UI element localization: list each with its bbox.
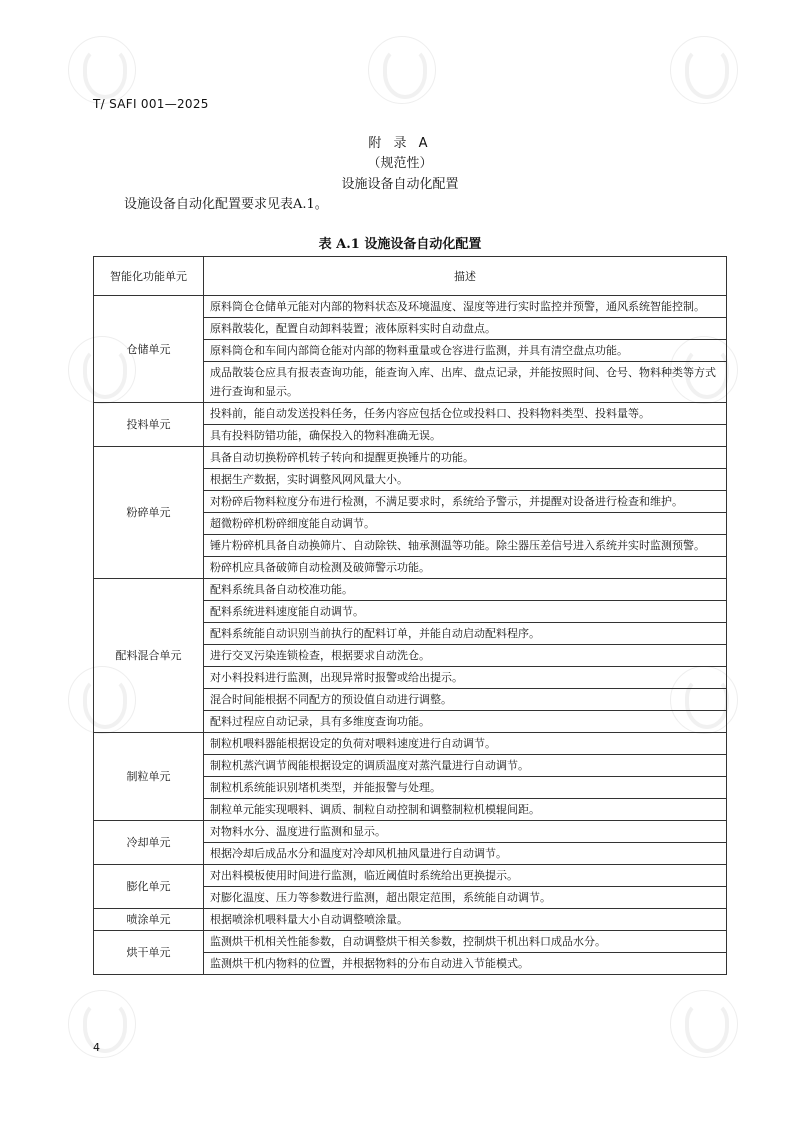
document-code: T/ SAFI 001—2025: [93, 97, 209, 111]
column-header-unit: 智能化功能单元: [94, 257, 204, 296]
watermark-logo: [368, 36, 436, 104]
table-row: [94, 909, 727, 931]
table-header-row: [94, 257, 727, 296]
page-number: 4: [93, 1041, 100, 1054]
description-cell: 原料筒仓仓储单元能对内部的物料状态及环境温度、湿度等进行实时监控并预警，通风系统智能控制。: [204, 296, 727, 318]
watermark-logo: [68, 36, 136, 104]
description-cell: 粉碎机应具备破筛自动检测及破筛警示功能。: [204, 557, 727, 579]
description-cell: 根据喷涂机喂料量大小自动调整喷涂量。: [204, 909, 727, 931]
table-row: [94, 447, 727, 469]
table-row: [94, 579, 727, 601]
table-row: [94, 931, 727, 953]
description-cell: 配料系统具备自动校准功能。: [204, 579, 727, 601]
function-unit-cell: 仓储单元: [94, 296, 204, 403]
table-row: [94, 733, 727, 755]
function-unit-cell: 配料混合单元: [94, 579, 204, 733]
function-unit-cell: 投料单元: [94, 403, 204, 447]
table-row: [94, 865, 727, 887]
appendix-type: （规范性）: [367, 156, 433, 171]
description-cell: 原料筒仓和车间内部筒仓能对内部的物料重量或仓容进行监测，并具有清空盘点功能。: [204, 340, 727, 362]
description-cell: 根据生产数据，实时调整风网风量大小。: [204, 469, 727, 491]
description-cell: 制粒机蒸汽调节阀能根据设定的调质温度对蒸汽量进行自动调节。: [204, 755, 727, 777]
description-cell: 投料前，能自动发送投料任务，任务内容应包括仓位或投料口、投料物料类型、投料量等。: [204, 403, 727, 425]
table-row: [94, 821, 727, 843]
description-cell: 制粒机系统能识别堵机类型，并能报警与处理。: [204, 777, 727, 799]
column-header-description: 描述: [204, 257, 727, 296]
description-cell: 制粒机喂料器能根据设定的负荷对喂料速度进行自动调节。: [204, 733, 727, 755]
description-cell: 配料系统进料速度能自动调节。: [204, 601, 727, 623]
table-row: [94, 403, 727, 425]
watermark-logo: [670, 36, 738, 104]
description-cell: 制粒单元能实现喂料、调质、制粒自动控制和调整制粒机模辊间距。: [204, 799, 727, 821]
description-cell: 对物料水分、温度进行监测和显示。: [204, 821, 727, 843]
description-cell: 混合时间能根据不同配方的预设值自动进行调整。: [204, 689, 727, 711]
description-cell: 对粉碎后物料粒度分布进行检测，不满足要求时，系统给予警示，并提醒对设备进行检查和维护。: [204, 491, 727, 513]
appendix-title: 附 录 A: [368, 136, 432, 151]
description-cell: 根据冷却后成品水分和温度对冷却风机抽风量进行自动调节。: [204, 843, 727, 865]
intro-paragraph: 设施设备自动化配置要求见表A.1。: [124, 197, 328, 212]
description-cell: 具备自动切换粉碎机转子转向和提醒更换锤片的功能。: [204, 447, 727, 469]
description-cell: 配料系统能自动识别当前执行的配料订单，并能自动启动配料程序。: [204, 623, 727, 645]
table-row: [94, 296, 727, 318]
description-cell: 进行交叉污染连锁检查，根据要求自动洗仓。: [204, 645, 727, 667]
description-cell: 对小料投料进行监测，出现异常时报警或给出提示。: [204, 667, 727, 689]
description-cell: 监测烘干机内物料的位置，并根据物料的分布自动进入节能模式。: [204, 953, 727, 975]
function-unit-cell: 制粒单元: [94, 733, 204, 821]
function-unit-cell: 膨化单元: [94, 865, 204, 909]
description-cell: 具有投料防错功能，确保投入的物料准确无误。: [204, 425, 727, 447]
description-cell: 监测烘干机相关性能参数，自动调整烘干相关参数，控制烘干机出料口成品水分。: [204, 931, 727, 953]
description-cell: 配料过程应自动记录，具有多维度查询功能。: [204, 711, 727, 733]
function-unit-cell: 喷涂单元: [94, 909, 204, 931]
table-caption: 表 A.1 设施设备自动化配置: [318, 237, 482, 252]
description-cell: 锤片粉碎机具备自动换筛片、自动除铁、轴承测温等功能。除尘器压差信号进入系统并实时监测预警。: [204, 535, 727, 557]
watermark-logo: [68, 990, 136, 1058]
watermark-logo: [670, 990, 738, 1058]
automation-config-table: [93, 256, 727, 975]
function-unit-cell: 烘干单元: [94, 931, 204, 975]
appendix-name: 设施设备自动化配置: [341, 177, 459, 192]
description-cell: 成品散装仓应具有报表查询功能，能查询入库、出库、盘点记录，并能按照时间、仓号、物料种类等方式进行查询和显示。: [204, 362, 727, 403]
description-cell: 对膨化温度、压力等参数进行监测，超出限定范围，系统能自动调节。: [204, 887, 727, 909]
description-cell: 原料散装化，配置自动卸料装置；液体原料实时自动盘点。: [204, 318, 727, 340]
description-cell: 超微粉碎机粉碎细度能自动调节。: [204, 513, 727, 535]
function-unit-cell: 粉碎单元: [94, 447, 204, 579]
table-body: [94, 296, 727, 975]
function-unit-cell: 冷却单元: [94, 821, 204, 865]
description-cell: 对出料模板使用时间进行监测，临近阈值时系统给出更换提示。: [204, 865, 727, 887]
